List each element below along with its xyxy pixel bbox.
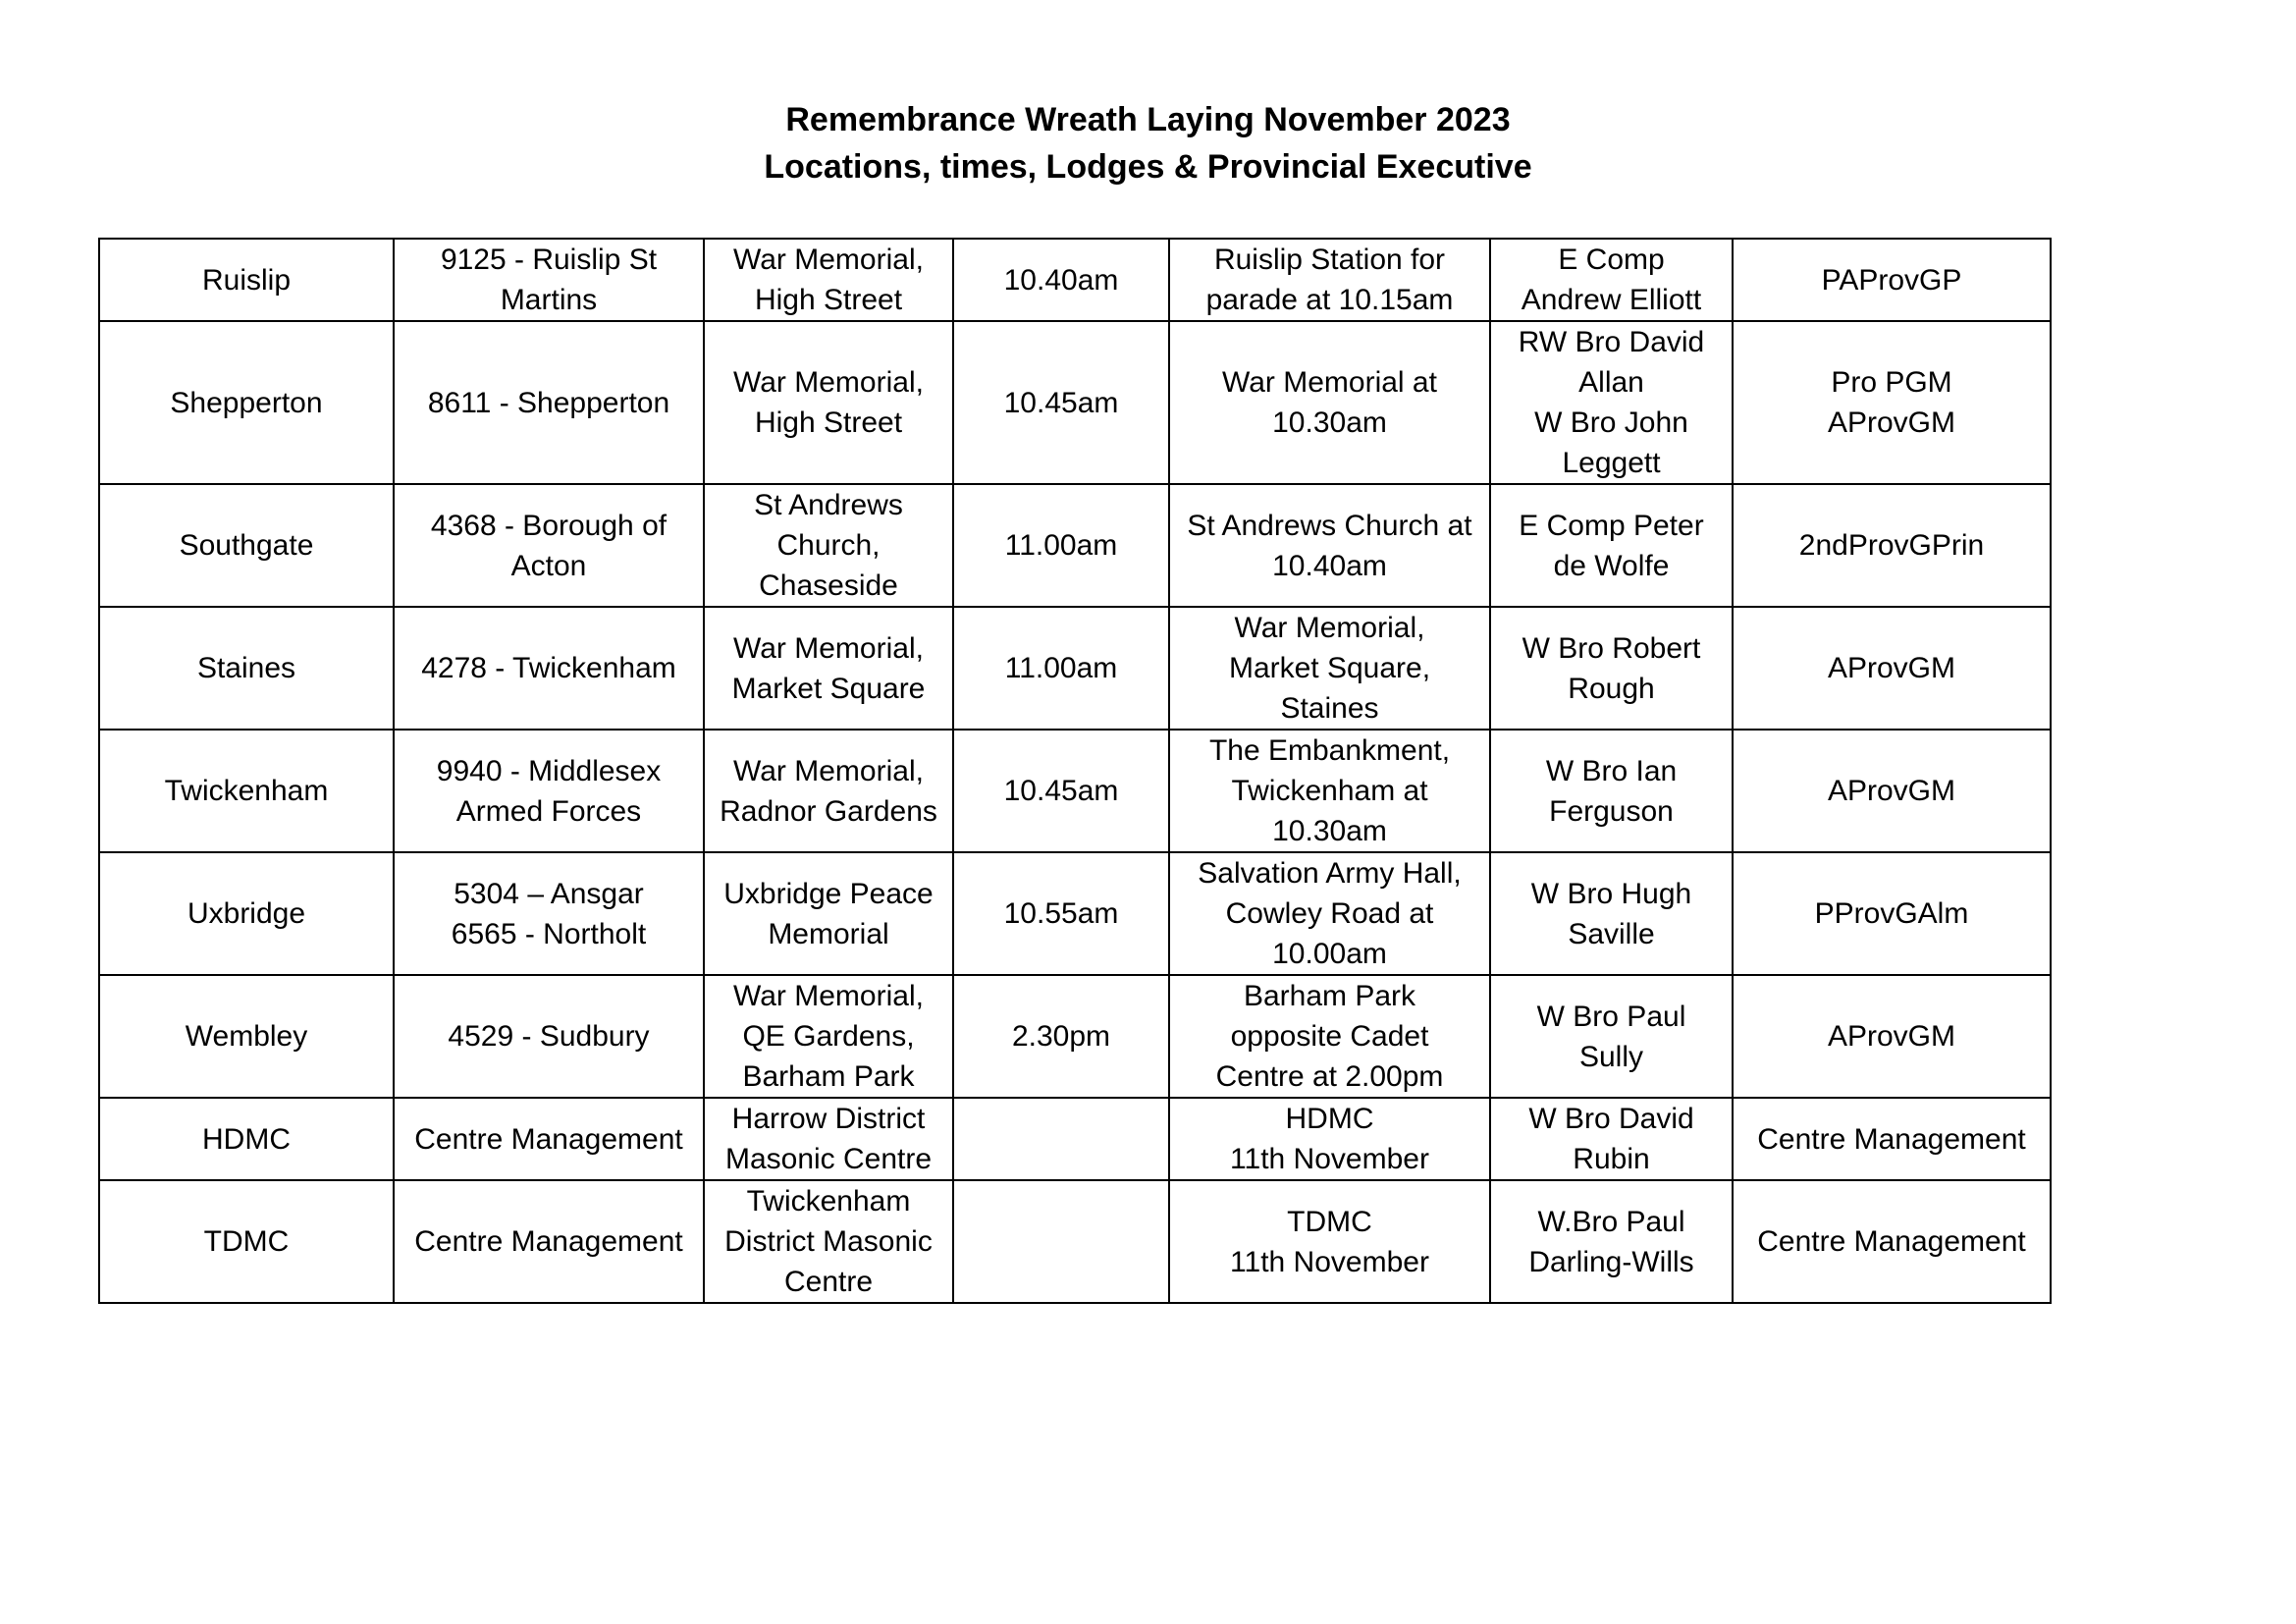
cell-text: 10.40am <box>1003 263 1119 297</box>
cell-text: War Memorial, <box>733 980 924 1012</box>
cell-text: Andrew Elliott <box>1521 284 1702 316</box>
cell-text: 5304 – Ansgar <box>454 877 644 910</box>
cell-text: Southgate <box>179 529 314 562</box>
cell-text: War Memorial, <box>1234 612 1425 644</box>
cell-text: 4278 - Twickenham <box>421 652 676 684</box>
cell-text: W Bro David <box>1528 1103 1694 1135</box>
cell-text: AProvGM <box>1827 652 1956 684</box>
time-cell <box>953 484 1169 607</box>
time-cell <box>953 239 1169 321</box>
lodge-cell <box>394 1098 704 1180</box>
lodge-cell <box>394 239 704 321</box>
cell-text: 2.30pm <box>1011 1020 1111 1053</box>
assembly-point-cell <box>1169 1180 1490 1303</box>
venue-cell <box>704 975 953 1098</box>
cell-text: 10.45am <box>1003 775 1119 807</box>
assembly-point-cell <box>1169 484 1490 607</box>
cell-text: 6565 - Northolt <box>451 917 647 950</box>
assembly-point-cell <box>1169 239 1490 321</box>
assembly-point-cell <box>1169 730 1490 852</box>
provincial-rank-cell <box>1733 730 2051 852</box>
cell-text: Leggett <box>1562 447 1661 479</box>
cell-text: 11.00am <box>1004 652 1118 684</box>
cell-text: 11.00am <box>1004 529 1118 562</box>
cell-text: Cowley Road at <box>1225 897 1434 930</box>
time-cell <box>953 852 1169 975</box>
cell-text: W Bro Paul <box>1536 1000 1686 1033</box>
venue-cell <box>704 321 953 484</box>
venue-cell <box>704 1180 953 1303</box>
cell-text: Uxbridge Peace <box>723 877 934 910</box>
table-row <box>99 1180 2051 1303</box>
time-cell <box>953 730 1169 852</box>
cell-text: Salvation Army Hall, <box>1198 857 1462 890</box>
lodge-cell <box>394 321 704 484</box>
cell-text: Pro PGM <box>1831 366 1952 399</box>
representative-cell <box>1490 730 1733 852</box>
table-body <box>99 239 2051 1303</box>
area-cell <box>99 730 394 852</box>
assembly-point-cell <box>1169 852 1490 975</box>
cell-text: 10.30am <box>1272 406 1387 439</box>
cell-text: Radnor Gardens <box>720 794 937 828</box>
cell-text: Staines <box>196 652 296 684</box>
table-row <box>99 239 2051 321</box>
cell-text: Saville <box>1568 917 1655 950</box>
cell-text: 10.40am <box>1272 549 1387 582</box>
cell-text: Twickenham <box>746 1185 911 1218</box>
cell-text: 4368 - Borough of <box>430 509 667 542</box>
cell-text: High Street <box>754 284 903 316</box>
cell-text: Darling-Wills <box>1528 1245 1694 1278</box>
title-line-1: Remembrance Wreath Laying November 2023 <box>785 101 1511 138</box>
cell-text: 11th November <box>1230 1245 1429 1278</box>
cell-text: E Comp Peter <box>1519 509 1704 542</box>
table-row <box>99 1098 2051 1180</box>
cell-text: PAProvGP <box>1821 263 1962 297</box>
lodge-cell <box>394 730 704 852</box>
time-cell <box>953 321 1169 484</box>
representative-cell <box>1490 321 1733 484</box>
lodge-cell <box>394 484 704 607</box>
cell-text: 11th November <box>1230 1143 1429 1175</box>
cell-text: Armed Forces <box>455 794 642 828</box>
cell-text: 10.55am <box>1003 897 1119 930</box>
cell-text: Ruislip Station for <box>1213 244 1446 276</box>
representative-cell <box>1490 852 1733 975</box>
provincial-rank-cell <box>1733 321 2051 484</box>
cell-text: W Bro Ian <box>1545 754 1678 787</box>
area-cell <box>99 1098 394 1180</box>
cell-text: Centre Management <box>414 1122 683 1156</box>
area-cell <box>99 239 394 321</box>
cell-text: PProvGAlm <box>1814 897 1969 930</box>
wreath-laying-table <box>98 238 2052 1304</box>
cell-text: W Bro Hugh <box>1530 877 1692 910</box>
cell-text: E Comp <box>1558 244 1665 276</box>
assembly-point-cell <box>1169 321 1490 484</box>
cell-text: War Memorial, <box>733 366 924 399</box>
cell-text: Centre Management <box>1757 1122 2026 1156</box>
representative-cell <box>1490 1098 1733 1180</box>
area-cell <box>99 484 394 607</box>
area-cell <box>99 321 394 484</box>
cell-text: de Wolfe <box>1553 549 1670 582</box>
provincial-rank-cell <box>1733 852 2051 975</box>
time-cell <box>953 1098 1169 1180</box>
cell-text: Chaseside <box>759 569 898 602</box>
cell-text: Church, <box>776 529 881 562</box>
table-row <box>99 321 2051 484</box>
provincial-rank-cell <box>1733 975 2051 1098</box>
cell-text: HDMC <box>1285 1103 1374 1135</box>
cell-text: Market Square <box>731 672 926 705</box>
provincial-rank-cell <box>1733 607 2051 730</box>
cell-text: War Memorial, <box>733 244 924 276</box>
cell-text: 2ndProvGPrin <box>1798 529 1985 562</box>
cell-text: 10.45am <box>1003 386 1119 419</box>
cell-text: Rough <box>1568 672 1655 705</box>
area-cell <box>99 852 394 975</box>
cell-text: Twickenham <box>164 775 329 807</box>
venue-cell <box>704 730 953 852</box>
cell-text: QE Gardens, <box>742 1020 915 1053</box>
cell-text: War Memorial at <box>1222 366 1437 399</box>
venue-cell <box>704 484 953 607</box>
cell-text: RW Bro David <box>1518 326 1705 358</box>
cell-text: Barham Park <box>742 1060 915 1093</box>
cell-text: Uxbridge <box>187 897 306 930</box>
cell-text: W Bro John <box>1534 406 1688 439</box>
representative-cell <box>1490 484 1733 607</box>
cell-text: St Andrews Church at <box>1187 509 1472 542</box>
provincial-rank-cell <box>1733 1180 2051 1303</box>
table-row <box>99 607 2051 730</box>
cell-text: 10.00am <box>1272 938 1387 970</box>
representative-cell <box>1490 607 1733 730</box>
table-row <box>99 484 2051 607</box>
cell-text: Martins <box>500 284 598 316</box>
area-cell <box>99 975 394 1098</box>
time-cell <box>953 607 1169 730</box>
assembly-point-cell <box>1169 607 1490 730</box>
cell-text: AProvGM <box>1827 406 1956 439</box>
cell-text: Twickenham at <box>1231 775 1428 807</box>
assembly-point-cell <box>1169 975 1490 1098</box>
cell-text: TDMC <box>203 1225 290 1258</box>
cell-text: Market Square, <box>1228 652 1431 684</box>
venue-cell <box>704 852 953 975</box>
cell-text: Wembley <box>185 1020 308 1053</box>
venue-cell <box>704 607 953 730</box>
cell-text: Ferguson <box>1549 794 1674 828</box>
cell-text: 9940 - Middlesex <box>436 754 662 787</box>
representative-cell <box>1490 975 1733 1098</box>
cell-text: TDMC <box>1287 1205 1372 1238</box>
cell-text: 9125 - Ruislip St <box>440 244 658 276</box>
cell-text: Harrow District <box>731 1103 926 1135</box>
time-cell <box>953 975 1169 1098</box>
cell-text: 8611 - Shepperton <box>427 386 670 419</box>
cell-text: 4529 - Sudbury <box>448 1020 650 1053</box>
table-row <box>99 975 2051 1098</box>
area-cell <box>99 607 394 730</box>
provincial-rank-cell <box>1733 1098 2051 1180</box>
cell-text: High Street <box>754 406 903 439</box>
cell-text: parade at 10.15am <box>1205 284 1454 316</box>
cell-text: W.Bro Paul <box>1537 1205 1685 1238</box>
cell-text: Acton <box>510 549 587 582</box>
cell-text: Staines <box>1280 692 1379 725</box>
cell-text: Centre Management <box>1757 1225 2026 1258</box>
cell-text: Sully <box>1578 1040 1644 1073</box>
cell-text: opposite Cadet <box>1230 1020 1429 1053</box>
cell-text: W Bro Robert <box>1522 631 1701 665</box>
cell-text: War Memorial, <box>733 631 924 665</box>
cell-text: Masonic Centre <box>724 1143 933 1175</box>
time-cell <box>953 1180 1169 1303</box>
cell-text: St Andrews <box>754 489 903 521</box>
document-title <box>0 96 2296 190</box>
representative-cell <box>1490 239 1733 321</box>
cell-text: Memorial <box>768 917 889 950</box>
area-cell <box>99 1180 394 1303</box>
table-row <box>99 730 2051 852</box>
representative-cell <box>1490 1180 1733 1303</box>
cell-text: Barham Park <box>1243 980 1416 1012</box>
provincial-rank-cell <box>1733 239 2051 321</box>
cell-text: Rubin <box>1573 1143 1650 1175</box>
cell-text: The Embankment, <box>1208 734 1451 767</box>
venue-cell <box>704 1098 953 1180</box>
cell-text: Ruislip <box>201 263 292 297</box>
provincial-rank-cell <box>1733 484 2051 607</box>
cell-text: AProvGM <box>1827 1020 1956 1053</box>
title-line-2: Locations, times, Lodges & Provincial Executive <box>764 148 1532 186</box>
cell-text: AProvGM <box>1827 775 1956 807</box>
venue-cell <box>704 239 953 321</box>
assembly-point-cell <box>1169 1098 1490 1180</box>
cell-text: Centre at 2.00pm <box>1215 1060 1444 1093</box>
lodge-cell <box>394 607 704 730</box>
cell-text: 10.30am <box>1272 815 1387 847</box>
cell-text: War Memorial, <box>733 754 924 787</box>
table-row <box>99 852 2051 975</box>
cell-text: Shepperton <box>170 386 323 419</box>
lodge-cell <box>394 1180 704 1303</box>
cell-text: Centre <box>783 1266 874 1298</box>
cell-text: Centre Management <box>414 1225 683 1258</box>
cell-text: Allan <box>1578 366 1644 399</box>
cell-text: District Masonic <box>724 1225 933 1258</box>
cell-text: HDMC <box>202 1122 291 1156</box>
lodge-cell <box>394 975 704 1098</box>
lodge-cell <box>394 852 704 975</box>
